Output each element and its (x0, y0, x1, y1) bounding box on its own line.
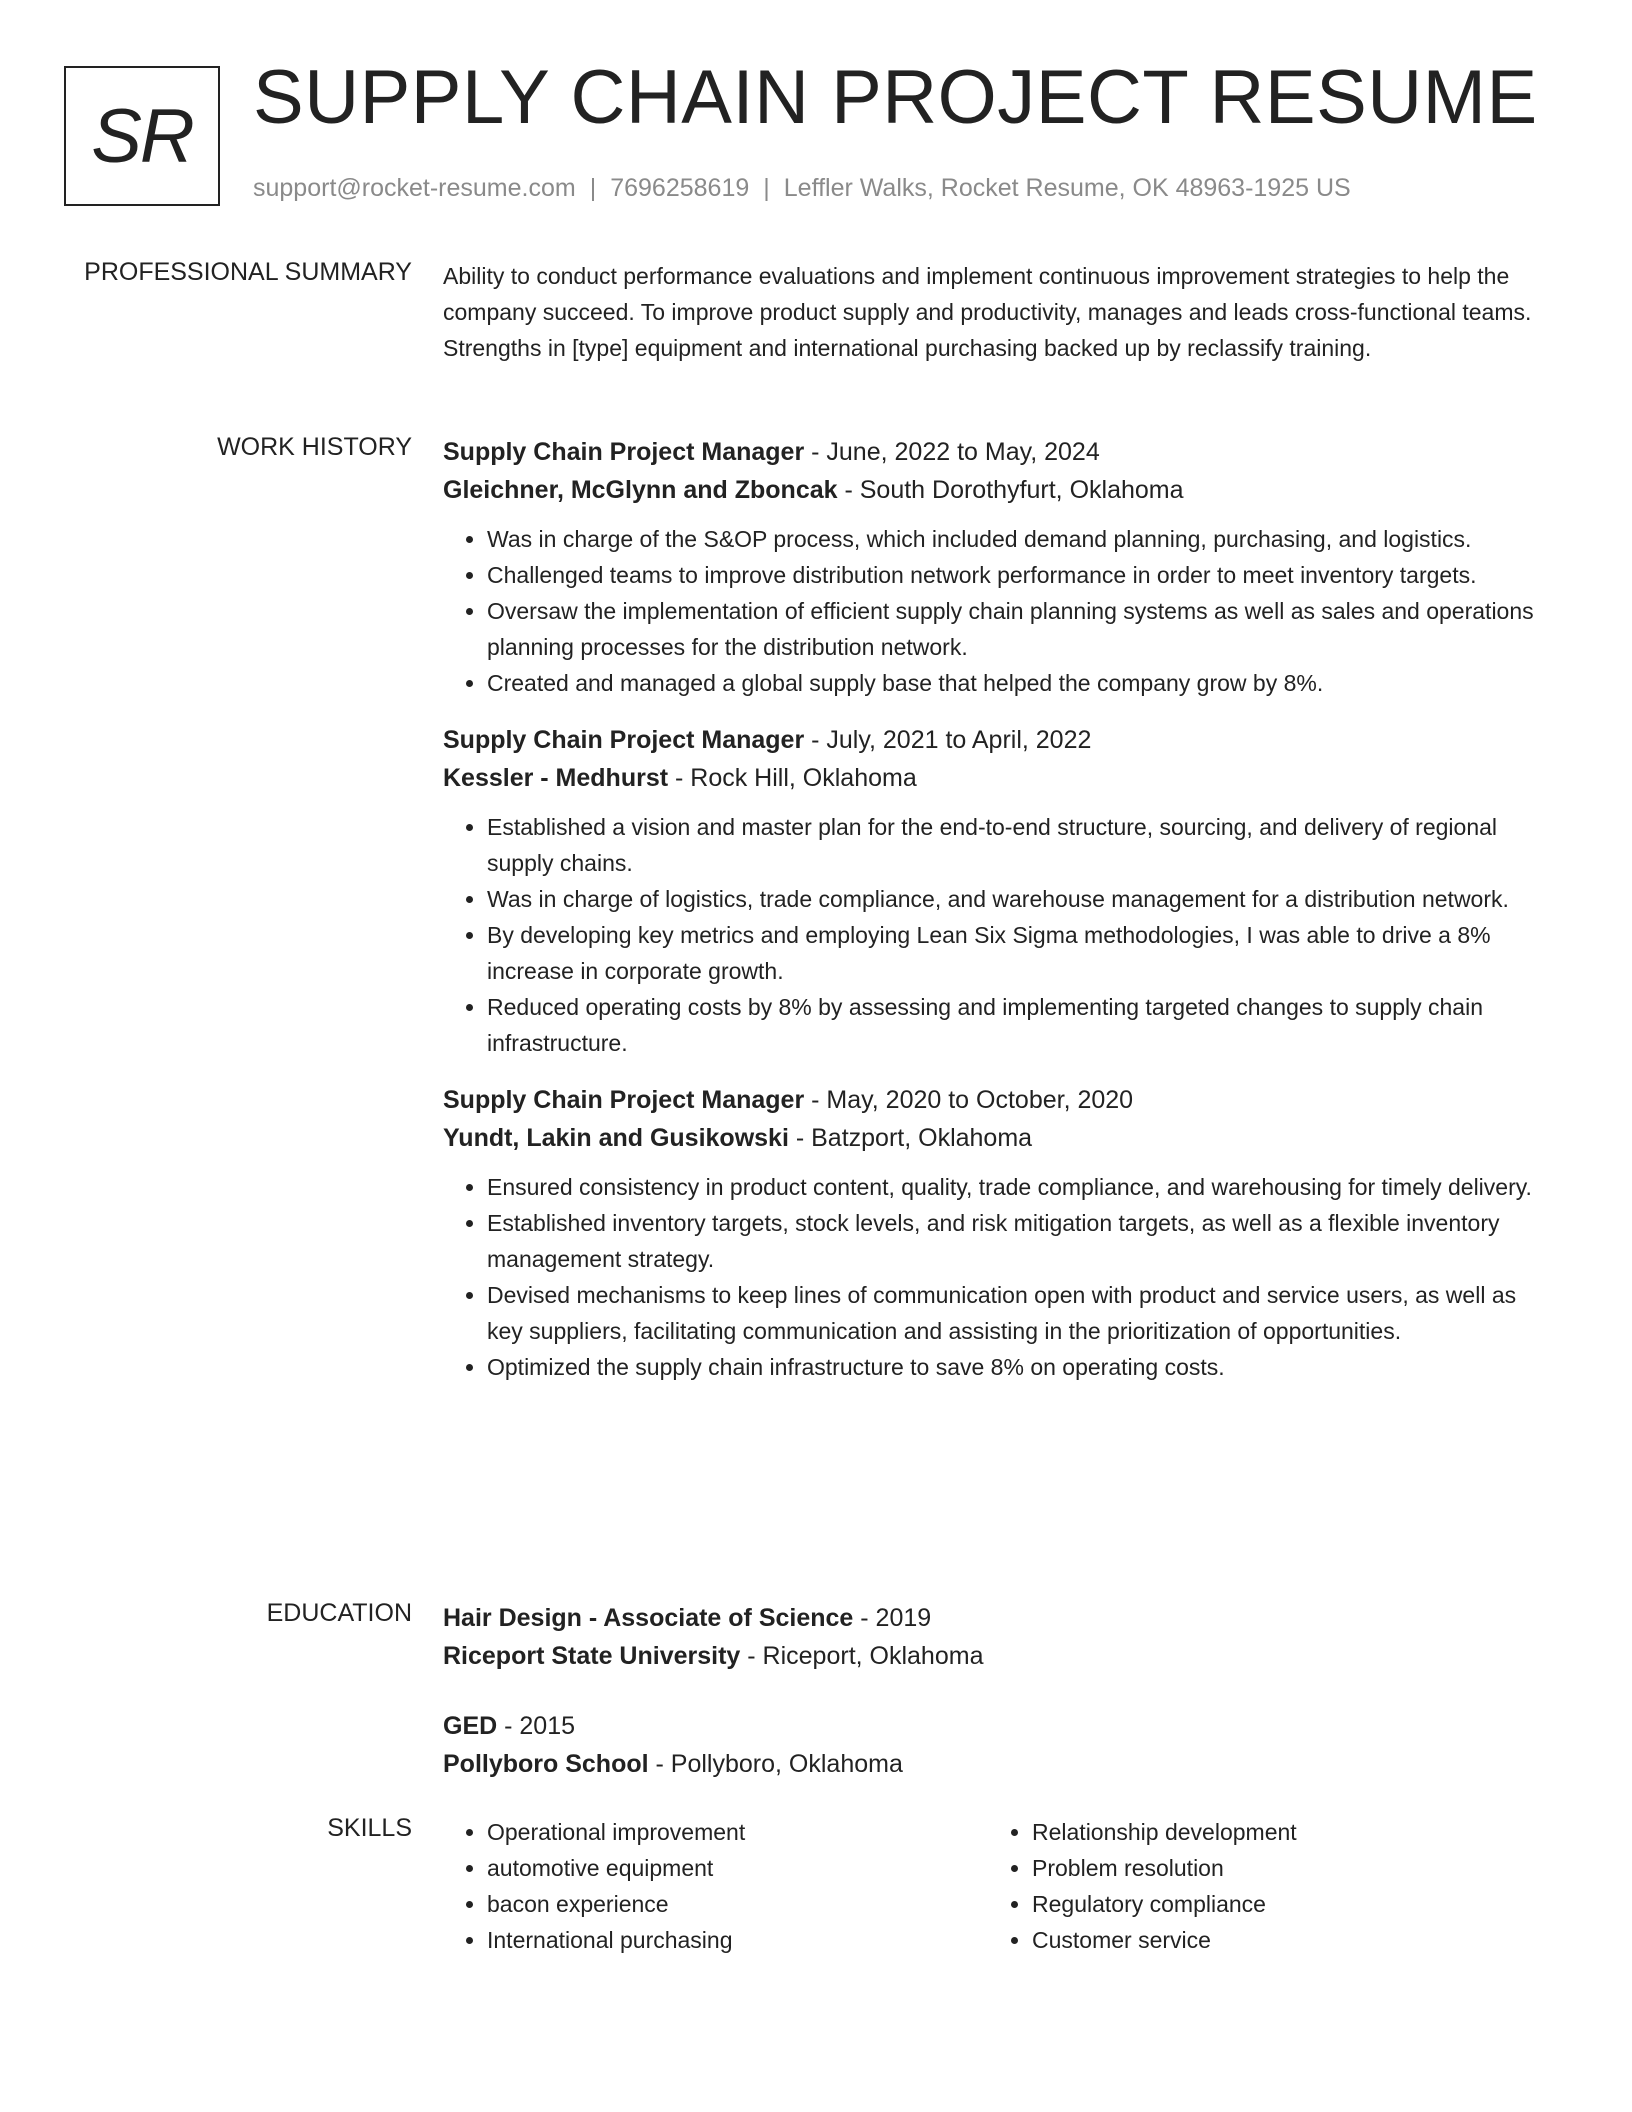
list-item: • Was in charge of logistics, trade compliance, and warehouse management for a distribution network. (487, 881, 1553, 917)
separator: | (589, 174, 597, 202)
list-item: • Created and managed a global supply base that helped the company grow by 8%. (487, 665, 1553, 701)
job-location: - Batzport, Oklahoma (788, 1124, 1033, 1152)
school: Pollyboro School (443, 1750, 649, 1778)
job-bullets (443, 809, 1553, 1061)
job-company: Yundt, Lakin and Gusikowski (443, 1124, 789, 1152)
list-item: • Ensured consistency in product content, quality, trade compliance, and warehousing for timely delivery. (487, 1169, 1553, 1205)
work-history-body (443, 433, 1553, 1405)
job-entry (443, 721, 1553, 1061)
job-title: Supply Chain Project Manager (443, 726, 805, 754)
job-company: Gleichner, McGlynn and Zboncak (443, 476, 838, 504)
school-location: - Riceport, Oklahoma (740, 1642, 984, 1670)
education-body (443, 1599, 1553, 1815)
list-item: • Established inventory targets, stock levels, and risk mitigation targets, as well as a flexible inventory management strategy. (487, 1205, 1553, 1277)
skill-item: • Relationship development (1032, 1814, 1533, 1850)
job-company-line (443, 1119, 1553, 1157)
monogram: SR (64, 66, 220, 206)
list-item: • Devised mechanisms to keep lines of communication open with product and service users, as well as key suppliers, facilitating communication and assisting in the prioritization of opportunities. (487, 1277, 1553, 1349)
job-location: - Rock Hill, Oklahoma (668, 764, 917, 792)
job-entry (443, 1081, 1553, 1385)
degree-line (443, 1599, 1553, 1637)
skills-body (443, 1814, 1553, 1958)
work-history-label: WORK HISTORY (217, 433, 412, 461)
job-title-line (443, 721, 1553, 759)
job-title: Supply Chain Project Manager (443, 438, 805, 466)
job-dates: - May, 2020 to October, 2020 (804, 1086, 1134, 1114)
skill-item: • International purchasing (487, 1922, 988, 1958)
separator: | (763, 174, 770, 202)
list-item: • Optimized the supply chain infrastructure to save 8% on operating costs. (487, 1349, 1553, 1385)
skill-item: • automotive equipment (487, 1850, 988, 1886)
degree-year: - 2019 (853, 1604, 932, 1632)
job-title: Supply Chain Project Manager (443, 1086, 805, 1114)
skills-label: SKILLS (327, 1814, 412, 1842)
job-dates: - June, 2022 to May, 2024 (804, 438, 1100, 466)
job-dates: - July, 2021 to April, 2022 (804, 726, 1092, 754)
job-bullets (443, 521, 1553, 701)
job-entry (443, 433, 1553, 701)
skill-item: • Operational improvement (487, 1814, 988, 1850)
degree-year: - 2015 (497, 1712, 576, 1740)
degree: Hair Design - Associate of Science (443, 1604, 854, 1632)
list-item: • Was in charge of the S&OP process, which included demand planning, purchasing, and logistics. (487, 521, 1553, 557)
school-line (443, 1745, 1553, 1783)
phone-number[interactable]: 7696258619 (610, 174, 750, 202)
skills-list-left (443, 1814, 988, 1958)
list-item: • Challenged teams to improve distribution network performance in order to meet inventory targets. (487, 557, 1553, 593)
address: Leffler Walks, Rocket Resume, OK 48963-1925 US (783, 174, 1351, 202)
education-entry (443, 1707, 1553, 1783)
list-item: • By developing key metrics and employing Lean Six Sigma methodologies, I was able to drive a 8% increase in corporate growth. (487, 917, 1553, 989)
job-title-line (443, 433, 1553, 471)
summary-body (443, 258, 1553, 366)
summary-label: PROFESSIONAL SUMMARY (84, 258, 412, 286)
skill-item: • Customer service (1032, 1922, 1533, 1958)
job-company-line (443, 759, 1553, 797)
skill-item: • Regulatory compliance (1032, 1886, 1533, 1922)
job-company: Kessler - Medhurst (443, 764, 669, 792)
education-entry (443, 1599, 1553, 1675)
education-label: EDUCATION (266, 1599, 412, 1627)
email-link[interactable]: support@rocket-resume.com (253, 174, 576, 202)
job-location: - South Dorothyfurt, Oklahoma (837, 476, 1184, 504)
degree-line (443, 1707, 1553, 1745)
list-item: • Oversaw the implementation of efficient supply chain planning systems as well as sales and operations planning processes for the distribution network. (487, 593, 1553, 665)
contact-line (253, 174, 1351, 203)
list-item: • Reduced operating costs by 8% by assessing and implementing targeted changes to supply chain infrastructure. (487, 989, 1553, 1061)
degree: GED (443, 1712, 498, 1740)
school-location: - Pollyboro, Oklahoma (648, 1750, 903, 1778)
summary-text: Ability to conduct performance evaluations and implement continuous improvement strategies to help the company succeed. To improve product supply and productivity, manages and leads cross-functional teams. Strengths in [type] equipment and international purchasing backed up by reclassify training. (443, 263, 1532, 361)
list-item: • Established a vision and master plan for the end-to-end structure, sourcing, and delivery of regional supply chains. (487, 809, 1553, 881)
job-title-line (443, 1081, 1553, 1119)
skill-item: • Problem resolution (1032, 1850, 1533, 1886)
job-bullets (443, 1169, 1553, 1385)
school: Riceport State University (443, 1642, 741, 1670)
skill-item: • bacon experience (487, 1886, 988, 1922)
resume-title: SUPPLY CHAIN PROJECT RESUME (253, 55, 1538, 140)
skills-list-right (988, 1814, 1533, 1958)
job-company-line (443, 471, 1553, 509)
school-line (443, 1637, 1553, 1675)
skills-columns (443, 1814, 1553, 1958)
